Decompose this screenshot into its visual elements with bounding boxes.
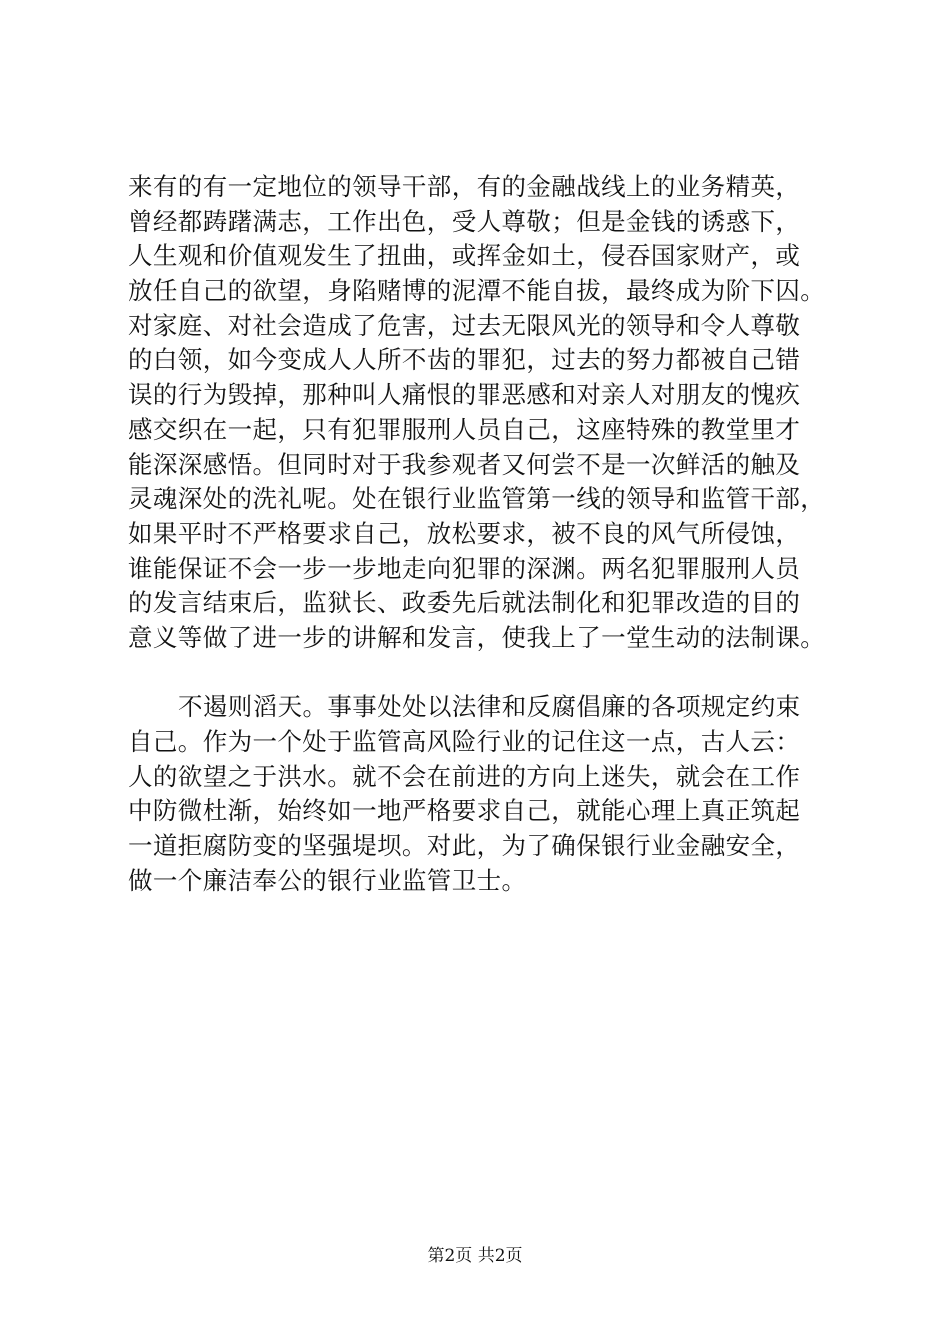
paragraph-1 <box>128 170 848 656</box>
text-line: 曾经都踌躇满志，工作出色，受人尊敬；但是金钱的诱惑下， <box>128 206 801 236</box>
text-line: 中防微杜渐，始终如一地严格要求自己，就能心理上真正筑起 <box>128 796 801 826</box>
document-body <box>128 170 848 898</box>
text-line: 一道拒腐防变的坚强堤坝。对此，为了确保银行业金融安全， <box>128 831 801 861</box>
text-line: 放任自己的欲望，身陷赌博的泥潭不能自拔，最终成为阶下囚。 <box>128 276 826 306</box>
text-line: 误的行为毁掉，那种叫人痛恨的罪恶感和对亲人对朋友的愧疚 <box>128 380 801 410</box>
text-line: 的发言结束后，监狱长、政委先后就法制化和犯罪改造的目的 <box>128 588 801 618</box>
text-line: 人生观和价值观发生了扭曲，或挥金如土，侵吞国家财产，或 <box>128 241 801 271</box>
text-line: 的白领，如今变成人人所不齿的罪犯，过去的努力都被自己错 <box>128 345 801 375</box>
text-line: 感交织在一起，只有犯罪服刑人员自己，这座特殊的教堂里才 <box>128 414 801 444</box>
paragraph-2 <box>128 690 848 898</box>
text-line: 对家庭、对社会造成了危害，过去无限风光的领导和令人尊敬 <box>128 310 801 340</box>
page-number-footer: 第2页 共2页 <box>427 1246 523 1266</box>
text-line: 灵魂深处的洗礼呢。处在银行业监管第一线的领导和监管干部， <box>128 484 826 514</box>
text-line: 不遏则滔天。事事处处以法律和反腐倡廉的各项规定约束 <box>178 692 801 722</box>
text-line: 谁能保证不会一步一步地走向犯罪的深渊。两名犯罪服刑人员 <box>128 553 801 583</box>
text-line: 人的欲望之于洪水。就不会在前进的方向上迷失，就会在工作 <box>128 761 801 791</box>
text-line: 能深深感悟。但同时对于我参观者又何尝不是一次鲜活的触及 <box>128 449 801 479</box>
text-line: 如果平时不严格要求自己，放松要求，被不良的风气所侵蚀， <box>128 518 801 548</box>
text-line: 做一个廉洁奉公的银行业监管卫士。 <box>128 865 527 895</box>
text-line: 意义等做了进一步的讲解和发言，使我上了一堂生动的法制课。 <box>128 622 826 652</box>
text-line: 来有的有一定地位的领导干部，有的金融战线上的业务精英， <box>128 172 801 201</box>
text-line: 自己。作为一个处于监管高风险行业的记住这一点，古人云： <box>128 727 801 756</box>
